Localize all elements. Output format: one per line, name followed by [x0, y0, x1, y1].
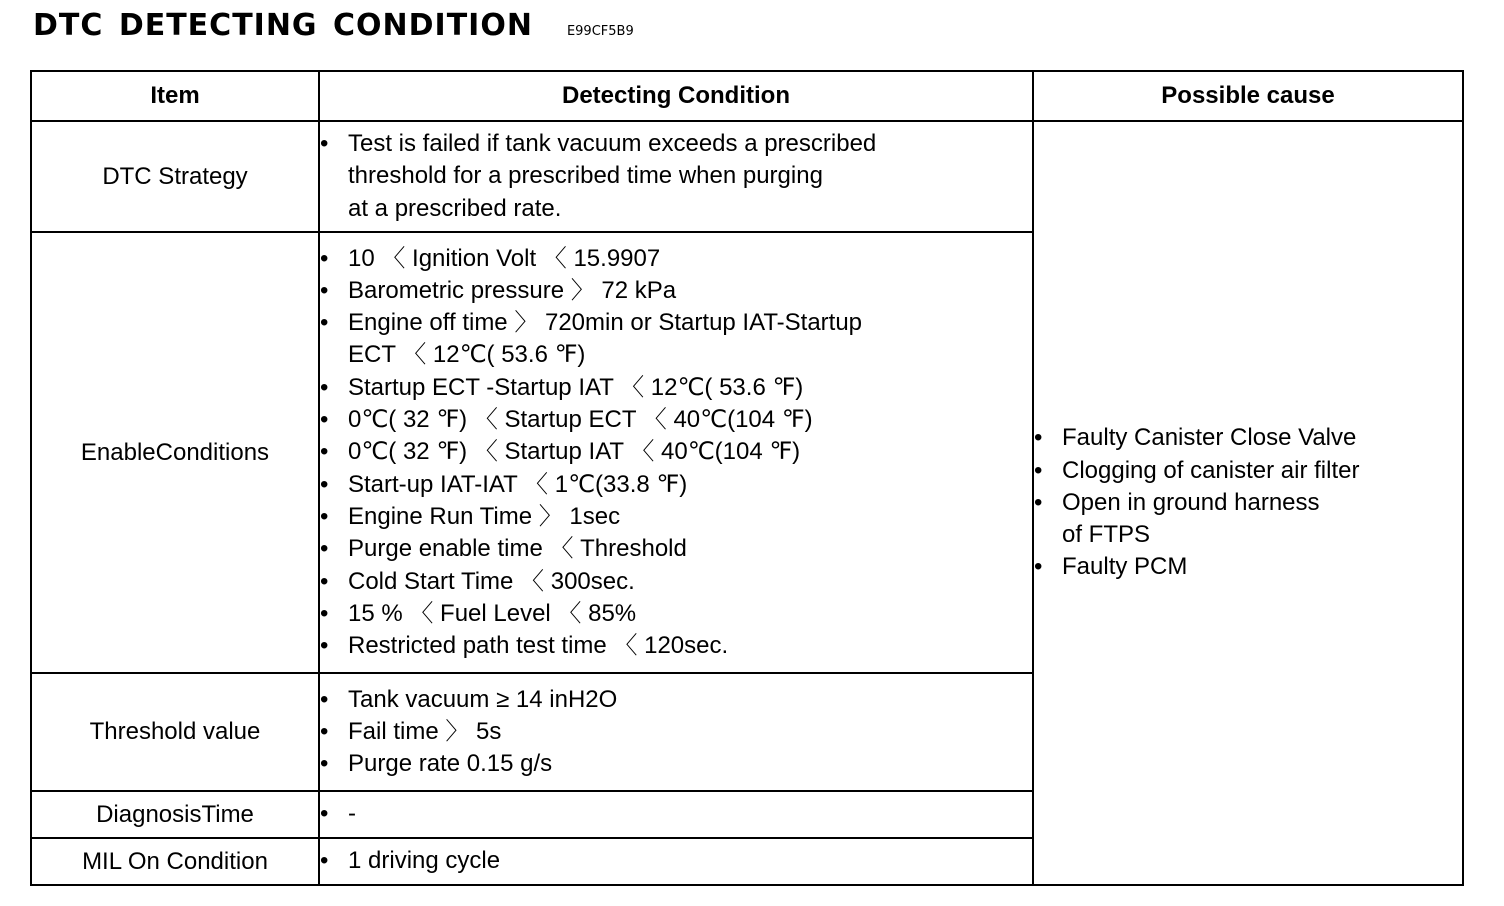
- condition-line: • Purge enable time 〈 Threshold: [348, 535, 687, 563]
- condition-line: • 0℃( 32 ℉) 〈 Startup ECT 〈 40℃(104 ℉): [348, 406, 813, 434]
- condition-list: [320, 128, 1032, 225]
- condition-line: • Restricted path test time 〈 120sec.: [348, 632, 729, 660]
- condition-line: • Barometric pressure 〉 72 kPa: [348, 276, 677, 304]
- dtc-condition-table: [30, 70, 1464, 886]
- condition-line: • Purge rate 0.15 g/s: [348, 750, 553, 778]
- condition-item: [320, 243, 1032, 275]
- condition-line: • Test is failed if tank vacuum exceeds a prescribed: [348, 130, 877, 158]
- cause-line: of FTPS: [1062, 521, 1151, 549]
- condition-item: [320, 566, 1032, 598]
- condition-line: • 0℃( 32 ℉) 〈 Startup IAT 〈 40℃(104 ℉): [348, 438, 801, 466]
- condition-line: • -: [348, 800, 356, 828]
- cause-item: [1034, 455, 1462, 487]
- table-row-dtc-strategy: [31, 121, 1463, 232]
- item-diagnosis-time: DiagnosisTime: [31, 791, 319, 838]
- cause-line: • Open in ground harness: [1062, 488, 1320, 516]
- conditions-mil-on: [319, 838, 1033, 885]
- condition-line: at a prescribed rate.: [348, 194, 562, 222]
- condition-line: • Tank vacuum ≥ 14 inH2O: [348, 685, 618, 713]
- header-detecting-condition: Detecting Condition: [319, 71, 1033, 121]
- condition-item: [320, 372, 1032, 404]
- document-code: E99CF5B9: [566, 24, 634, 39]
- possible-cause-list: [1034, 422, 1462, 583]
- condition-line: • Engine Run Time 〉 1sec: [348, 502, 621, 530]
- condition-line: • Engine off time 〉 720min or Startup IAT-Startup: [348, 309, 863, 337]
- header-item: Item: [31, 71, 319, 121]
- conditions-dtc-strategy: [319, 121, 1033, 232]
- condition-list: [320, 798, 1032, 830]
- condition-line: • 1 driving cycle: [348, 847, 501, 875]
- condition-item: [320, 469, 1032, 501]
- item-dtc-strategy: DTC Strategy: [31, 121, 319, 232]
- condition-item: [320, 404, 1032, 436]
- item-threshold-value: Threshold value: [31, 673, 319, 791]
- cause-item: [1034, 487, 1462, 552]
- condition-item: [320, 630, 1032, 662]
- condition-item: [320, 307, 1032, 372]
- condition-item: [320, 716, 1032, 748]
- condition-item: [320, 748, 1032, 780]
- condition-item: [320, 845, 1032, 877]
- condition-item: [320, 598, 1032, 630]
- page-heading: [33, 8, 634, 43]
- header-possible-cause: Possible cause: [1033, 71, 1463, 121]
- condition-item: [320, 798, 1032, 830]
- condition-item: [320, 436, 1032, 468]
- cause-line: • Faulty Canister Close Valve: [1062, 424, 1357, 452]
- cause-item: [1034, 422, 1462, 454]
- item-mil-on-condition: MIL On Condition: [31, 838, 319, 885]
- condition-item: [320, 128, 1032, 225]
- cause-line: • Clogging of canister air filter: [1062, 456, 1360, 484]
- conditions-enable: [319, 232, 1033, 673]
- condition-list: [320, 845, 1032, 877]
- header-row: [31, 71, 1463, 121]
- condition-line: • Start-up IAT-IAT 〈 1℃(33.8 ℉): [348, 470, 688, 498]
- page-title: DTC DETECTING CONDITION: [33, 8, 533, 43]
- condition-line: • Cold Start Time 〈 300sec.: [348, 567, 635, 595]
- cause-item: [1034, 551, 1462, 583]
- conditions-diagnosis-time: [319, 791, 1033, 838]
- condition-line: • 10 〈 Ignition Volt 〈 15.9907: [348, 244, 661, 272]
- condition-item: [320, 533, 1032, 565]
- condition-line: • Fail time 〉 5s: [348, 717, 502, 745]
- condition-list: [320, 684, 1032, 781]
- condition-line: • 15 % 〈 Fuel Level 〈 85%: [348, 599, 637, 627]
- condition-list: [320, 243, 1032, 663]
- cause-line: • Faulty PCM: [1062, 553, 1188, 581]
- condition-item: [320, 275, 1032, 307]
- item-enable-conditions: EnableConditions: [31, 232, 319, 673]
- condition-line: threshold for a prescribed time when purging: [348, 162, 823, 190]
- possible-cause-cell: [1033, 121, 1463, 885]
- condition-item: [320, 684, 1032, 716]
- condition-line: ECT 〈 12℃( 53.6 ℉): [348, 341, 586, 369]
- condition-item: [320, 501, 1032, 533]
- conditions-threshold: [319, 673, 1033, 791]
- condition-line: • Startup ECT -Startup IAT 〈 12℃( 53.6 ℉): [348, 373, 804, 401]
